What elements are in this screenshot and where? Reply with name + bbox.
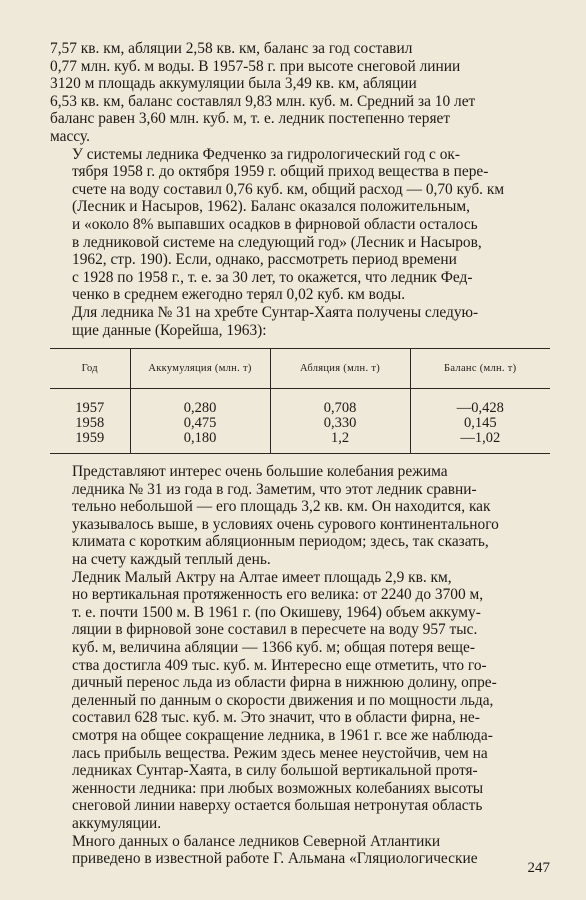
header-accumulation: Аккумуляция (млн. т) [130, 349, 270, 389]
text-line: климата с коротким абляционным периодом; здесь, так сказать, [72, 533, 489, 551]
cell-ablation: 0,330 [270, 416, 410, 431]
text-block-before-table [50, 40, 550, 339]
table-row [50, 431, 550, 454]
text-line: на счету каждый теплый день. [72, 551, 271, 569]
page-number: 247 [527, 860, 550, 876]
text-line: смотря на общее сокращение ледника, в 1961 г. все же наблюда- [72, 727, 493, 744]
text-line: (Лесник и Насыров, 1962). Баланс оказался положительным, [72, 198, 470, 216]
text-line: Много данных о балансе ледников Северной Атлантики [72, 832, 441, 850]
cell-accumulation: 0,280 [130, 389, 270, 417]
text-line: женности ледника: при любых возможных колебаниях высоты [72, 779, 484, 797]
cell-year: 1959 [50, 431, 130, 454]
text-line: приведено в известной работе Г. Альмана «Гляциологические [72, 850, 478, 868]
cell-ablation: 1,2 [270, 431, 410, 454]
text-line: деленный по данным о скорости движения и по мощности льда, [72, 691, 494, 709]
text-line: 6,53 кв. км, баланс составлял 9,83 млн. куб. м. Средний за 10 лет [50, 92, 476, 110]
text-line: ченко в среднем ежегодно терял 0,02 куб. км воды. [72, 286, 406, 304]
text-line: 0,77 млн. куб. м воды. В 1957-58 г. при высоте снеговой линии [50, 57, 461, 75]
text-line: т. е. почти 1500 м. В 1961 г. (по Окишеву, 1964) объем аккуму- [72, 603, 481, 621]
text-line: Представляют интерес очень большие колебания режима [72, 463, 448, 481]
text-line: лась прибыль вещества. Режим здесь менее неустойчив, чем на [72, 744, 488, 762]
glacier-balance-table-wrap [50, 348, 550, 454]
text-line: ляции в фирновой зоне составил в пересчете на воду 957 тыс. [72, 621, 478, 639]
cell-ablation: 0,708 [270, 389, 410, 417]
text-line: в ледниковой системе на следующий год» (Лесник и Насыров, [72, 233, 482, 251]
text-block-after-table [50, 463, 550, 868]
header-balance: Баланс (млн. т) [410, 349, 550, 389]
table-header-row [50, 349, 550, 389]
paragraph [50, 146, 550, 304]
table-row [50, 416, 550, 431]
cell-balance: —0,428 [410, 389, 550, 417]
text-line: снеговой линии наверху остается большая нетронутая область [72, 797, 483, 815]
text-line: У системы ледника Федченко за гидрологический год с ок- [72, 145, 460, 163]
text-line: аккумуляции. [72, 814, 162, 832]
paragraph [50, 463, 550, 569]
text-line: но вертикальная протяженность его велика: от 2240 до 3700 м, [72, 586, 484, 604]
cell-balance: 0,145 [410, 416, 550, 431]
paragraph [50, 304, 550, 339]
text-line: 1962, стр. 190). Если, однако, рассмотреть период времени [72, 251, 457, 269]
cell-balance: —1,02 [410, 431, 550, 454]
text-line: куб. м, величина абляции — 1366 куб. м; общая потеря веще- [72, 639, 475, 657]
header-year: Год [50, 349, 130, 389]
paragraph [50, 833, 550, 868]
text-line: и «около 8% выпавших осадков в фирновой области осталось [72, 215, 478, 233]
text-line: 3120 м площадь аккумуляции была 3,49 кв. км, абляции [50, 75, 417, 93]
text-line: тельно небольшой — его площадь 3,2 кв. км. Он находится, как [72, 498, 491, 516]
text-line: щие данные (Корейша, 1963): [72, 321, 267, 339]
cell-year: 1958 [75, 415, 105, 432]
text-line: Ледник Малый Актру на Алтае имеет площадь 2,9 кв. км, [72, 568, 452, 586]
text-line: указывалось выше, в условиях очень сурового континентального [72, 515, 499, 533]
text-line: ства достигла 409 тыс. куб. м. Интересно еще отметить, что го- [72, 656, 487, 674]
paragraph [50, 569, 550, 833]
header-ablation: Абляция (млн. т) [270, 349, 410, 389]
text-line: тября 1958 г. до октября 1959 г. общий приход вещества в пере- [72, 163, 489, 181]
cell-year: 1957 [75, 400, 105, 417]
text-line: массу. [50, 127, 90, 145]
text-line: дичный перенос льда из области фирна в нижнюю долину, опре- [72, 674, 497, 692]
glacier-balance-table [50, 348, 550, 454]
table-row [50, 389, 550, 417]
text-line: Для ледника № 31 на хребте Сунтар-Хаята получены следую- [72, 303, 479, 321]
text-line: с 1928 по 1958 г., т. е. за 30 лет, то окажется, что ледник Фед- [72, 268, 473, 286]
text-line: ледниках Сунтар-Хаята, в силу большой вертикальной протя- [72, 762, 478, 780]
text-line: баланс равен 3,60 млн. куб. м, т. е. ледник постепенно теряет [50, 110, 451, 128]
text-line: 7,57 кв. км, абляции 2,58 кв. км, баланс за год составил [50, 40, 413, 57]
cell-accumulation: 0,475 [130, 416, 270, 431]
paragraph [50, 40, 550, 146]
cell-accumulation: 0,180 [130, 431, 270, 454]
text-line: ледника № 31 из года в год. Заметим, что этот ледник сравни- [72, 480, 477, 498]
text-line: составил 628 тыс. куб. м. Это значит, что в области фирна, не- [72, 709, 480, 727]
text-line: счете на воду составил 0,76 куб. км, общий расход — 0,70 куб. км [72, 180, 505, 198]
